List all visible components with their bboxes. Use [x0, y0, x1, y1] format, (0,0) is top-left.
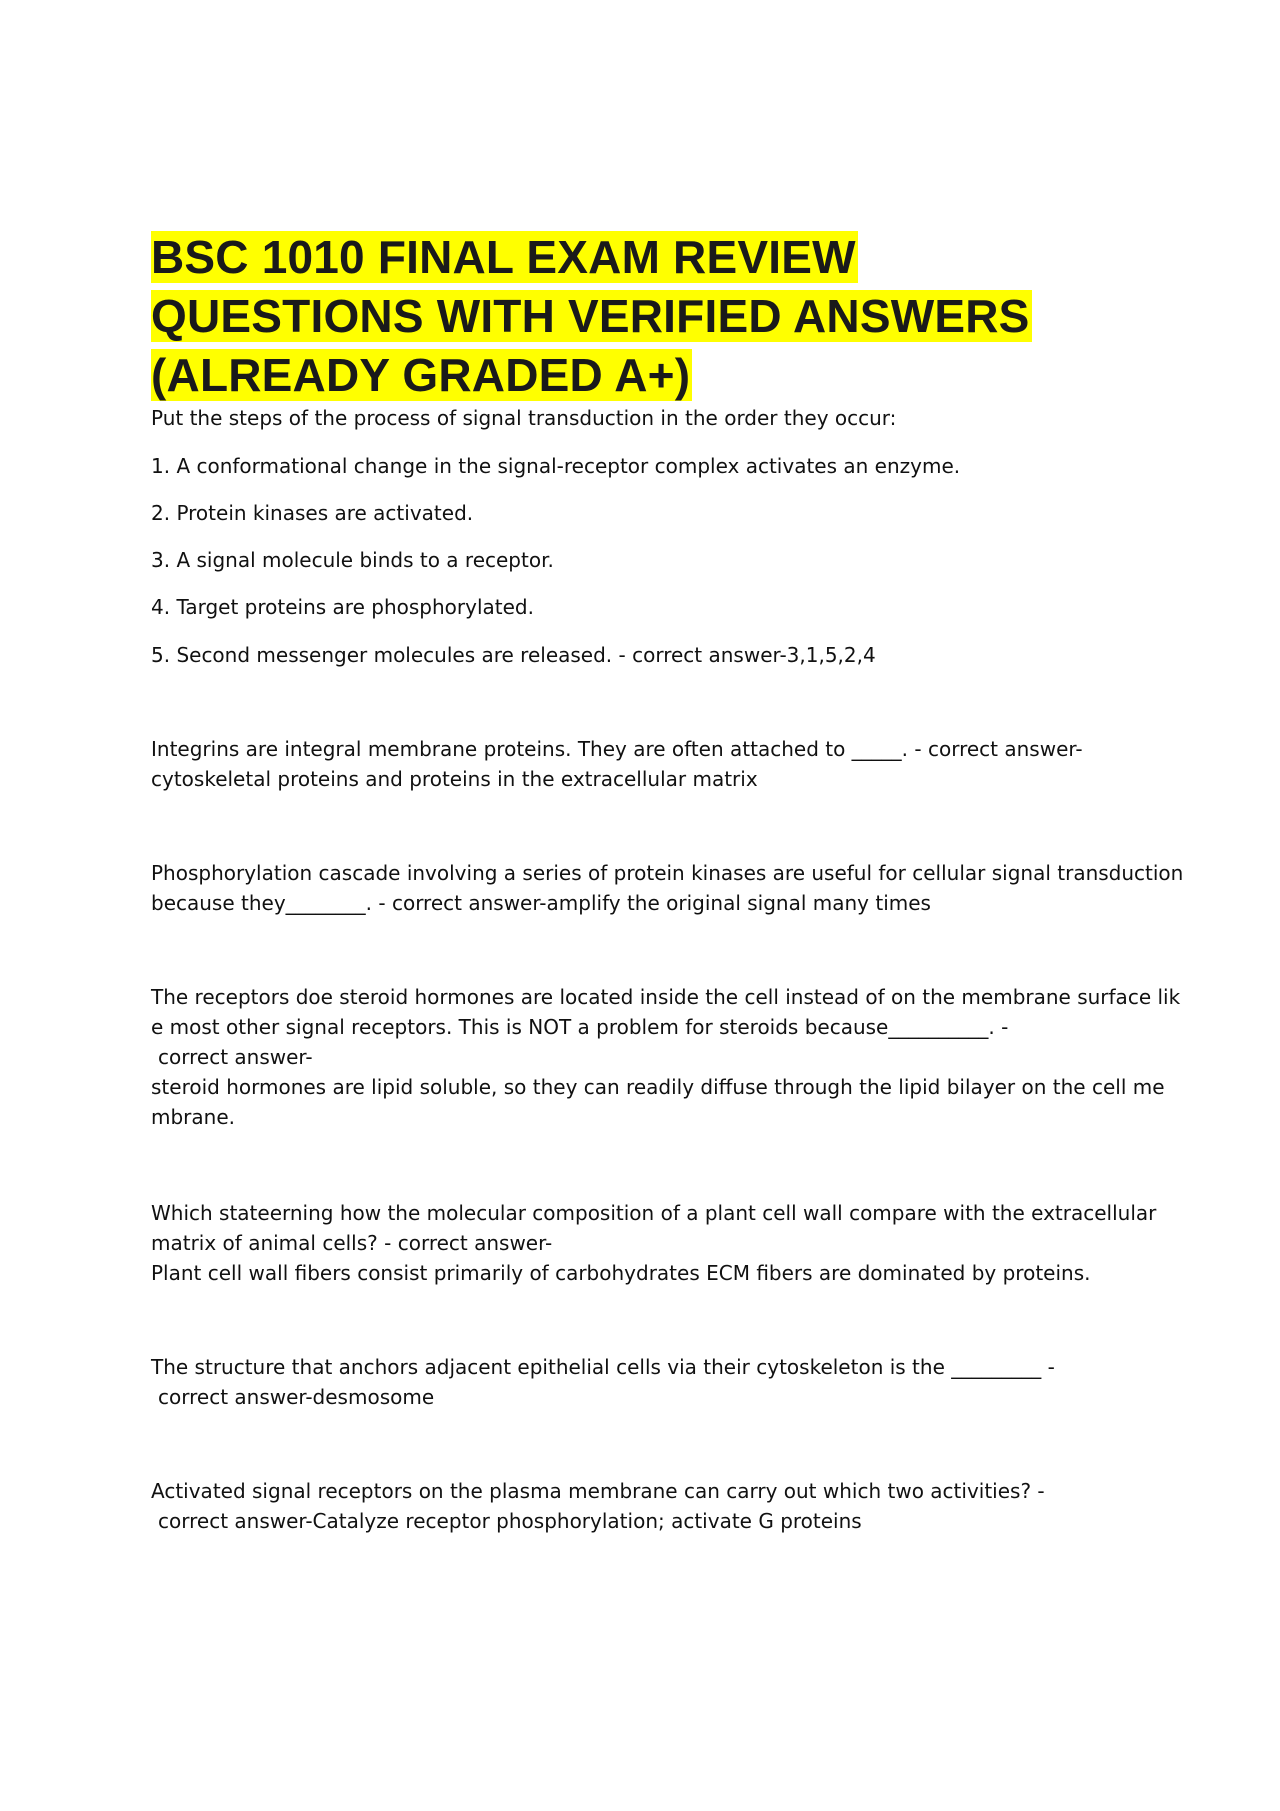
- question-1-step: [151, 640, 1141, 670]
- question-3-line-1: Phosphorylation cascade involving a series of protein kinases are useful for cellular signal transduction: [151, 861, 1184, 885]
- question-1-step: [151, 498, 1141, 528]
- question-5-line-3: Plant cell wall fibers consist primarily of carbohydrates ECM fibers are dominated by proteins.: [151, 1261, 1091, 1285]
- question-5-line-1: Which stateerning how the molecular composition of a plant cell wall compare with the extracellular: [151, 1201, 1157, 1225]
- document-title: [151, 228, 1151, 405]
- question-6: [151, 1352, 1141, 1412]
- question-3-line-2: because they________. - correct answer-amplify the original signal many times: [151, 891, 931, 915]
- question-2-line-2: cytoskeletal proteins and proteins in the extracellular matrix: [151, 767, 758, 791]
- step-4: 4. Target proteins are phosphorylated.: [151, 595, 534, 619]
- question-4: [151, 982, 1181, 1132]
- question-4-line-4: steroid hormones are lipid soluble, so they can readily diffuse through the lipid bilayer on the cell me: [151, 1075, 1165, 1099]
- question-1-step: [151, 592, 1141, 622]
- question-7-line-2: correct answer-Catalyze receptor phosphorylation; activate G proteins: [158, 1509, 862, 1533]
- question-1-step: [151, 451, 1141, 481]
- title-line-2: QUESTIONS WITH VERIFIED ANSWERS: [151, 290, 1030, 342]
- step-2: 2. Protein kinases are activated.: [151, 501, 474, 525]
- question-7-line-1: Activated signal receptors on the plasma membrane can carry out which two activities? -: [151, 1479, 1045, 1503]
- question-4-line-1: The receptors doe steroid hormones are located inside the cell instead of on the membrane surface lik: [151, 985, 1181, 1009]
- question-2: [151, 734, 1141, 794]
- question-6-line-1: The structure that anchors adjacent epithelial cells via their cytoskeleton is the _________ -: [151, 1355, 1055, 1379]
- question-4-line-5: mbrane.: [151, 1105, 235, 1129]
- question-2-line-1: Integrins are integral membrane proteins. They are often attached to _____. - correct answer-: [151, 737, 1083, 761]
- question-4-line-3: correct answer-: [158, 1045, 313, 1069]
- question-3: [151, 858, 1184, 918]
- question-5: [151, 1198, 1157, 1288]
- question-1-intro: Put the steps of the process of signal transduction in the order they occur:: [151, 406, 897, 430]
- question-1: [151, 403, 1141, 433]
- question-5-line-2: matrix of animal cells? - correct answer-: [151, 1231, 553, 1255]
- step-5-answer: 5. Second messenger molecules are released. - correct answer-3,1,5,2,4: [151, 643, 876, 667]
- question-1-step: [151, 545, 1141, 575]
- step-1: 1. A conformational change in the signal-receptor complex activates an enzyme.: [151, 454, 961, 478]
- question-4-line-2: e most other signal receptors. This is NOT a problem for steroids because__________. -: [151, 1015, 1009, 1039]
- question-7: [151, 1476, 1141, 1536]
- question-6-line-2: correct answer-desmosome: [158, 1385, 435, 1409]
- title-line-3: (ALREADY GRADED A+): [151, 349, 691, 401]
- step-3: 3. A signal molecule binds to a receptor.: [151, 548, 554, 572]
- title-line-1: BSC 1010 FINAL EXAM REVIEW: [151, 231, 856, 283]
